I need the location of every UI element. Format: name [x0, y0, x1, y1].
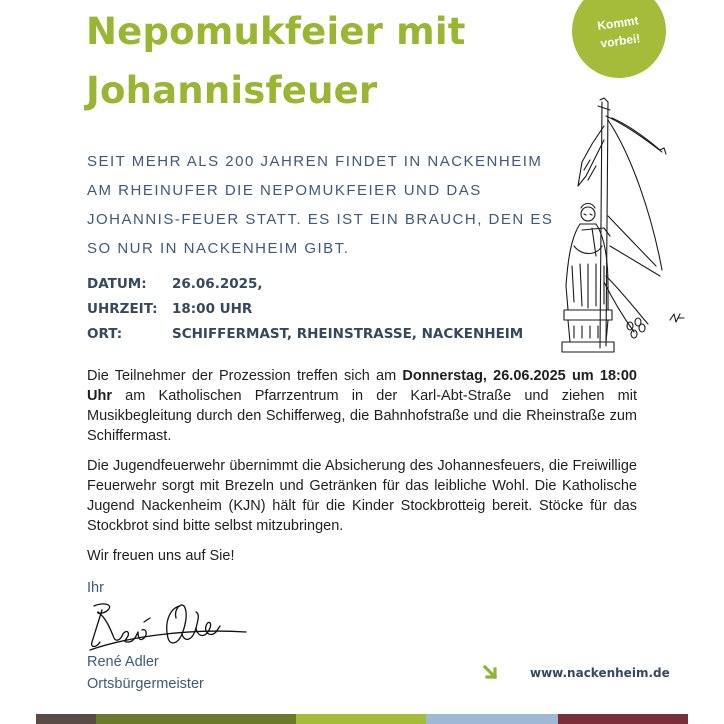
signer-name: René Adler: [87, 654, 159, 670]
date-label: DATUM:: [87, 276, 147, 292]
time-label: UHRZEIT:: [87, 301, 158, 317]
intro-text: SEIT MEHR ALS 200 JAHREN FINDET IN NACKENHEIM AM RHEINUFER DIE NEPOMUKFEIER UND DAS JOHANNIS-FEUER STATT. ES IST EIN BRAUCH, DEN ES SO NUR IN NACKENHEIM GIBT.: [87, 153, 554, 257]
website-link[interactable]: www.nackenheim.de: [530, 666, 670, 680]
detail-row-date: [87, 272, 523, 297]
strip-segment-4: [426, 714, 558, 724]
time-value: 18:00 UHR: [172, 301, 253, 317]
detail-row-location: [87, 322, 523, 347]
paragraph-procession-end: am Katholischen Pfarrzentrum in der Karl-Abt-Straße und ziehen mit Musikbegleitung durch den Schifferweg, die Bahnhofstraße und die Rheinstraße zum Schiffermast.: [87, 388, 637, 444]
location-label: ORT:: [87, 326, 123, 342]
paragraph-organizers: Die Jugendfeuerwehr übernimmt die Absicherung des Johannesfeuers, die Freiwillige Feuerwehr sorgt mit Brezeln und Getränken für das leibliche Wohl. Die Katholische Jugend Nackenheim (KJN) hält für die Kinder Stockbrotteig bereit. Stöcke für das Stockbrot sind bitte selbst mitzubringen.: [87, 458, 637, 534]
title-line-2: Johannisfeuer: [86, 69, 378, 112]
badge-line-2: vorbei!: [599, 31, 642, 51]
signer-title: Ortsbürgermeister: [87, 676, 204, 692]
location-value: SCHIFFERMAST, RHEINSTRASSE, NACKENHEIM: [172, 326, 524, 342]
strip-segment-1: [36, 714, 96, 724]
badge-line-1: Kommt: [596, 13, 640, 33]
paragraph-procession: [87, 366, 637, 446]
detail-row-time: [87, 297, 523, 322]
title-line-1: Nepomukfeier mit: [86, 10, 466, 53]
strip-segment-2: [96, 714, 296, 724]
paragraph-procession-start: Die Teilnehmer der Prozession treffen sich am: [87, 368, 403, 384]
page-title: [86, 2, 466, 120]
paragraph-welcome: Wir freuen uns auf Sie!: [87, 548, 235, 564]
body-text: [87, 366, 637, 576]
event-details: [87, 272, 523, 347]
closing-greeting: Ihr: [87, 580, 104, 596]
arrow-down-right-icon: [482, 664, 500, 682]
paragraph-procession-date: Donnerstag, 26.06.2025 um 18:00 Uhr: [87, 368, 637, 404]
footer-color-strip: [36, 714, 688, 724]
kommt-vorbei-badge: [566, 0, 672, 84]
date-value: 26.06.2025,: [172, 276, 263, 292]
strip-segment-5: [558, 714, 688, 724]
nepomuk-statue-illustration: [552, 96, 688, 360]
strip-segment-3: [296, 714, 426, 724]
signature-image: [84, 598, 254, 658]
